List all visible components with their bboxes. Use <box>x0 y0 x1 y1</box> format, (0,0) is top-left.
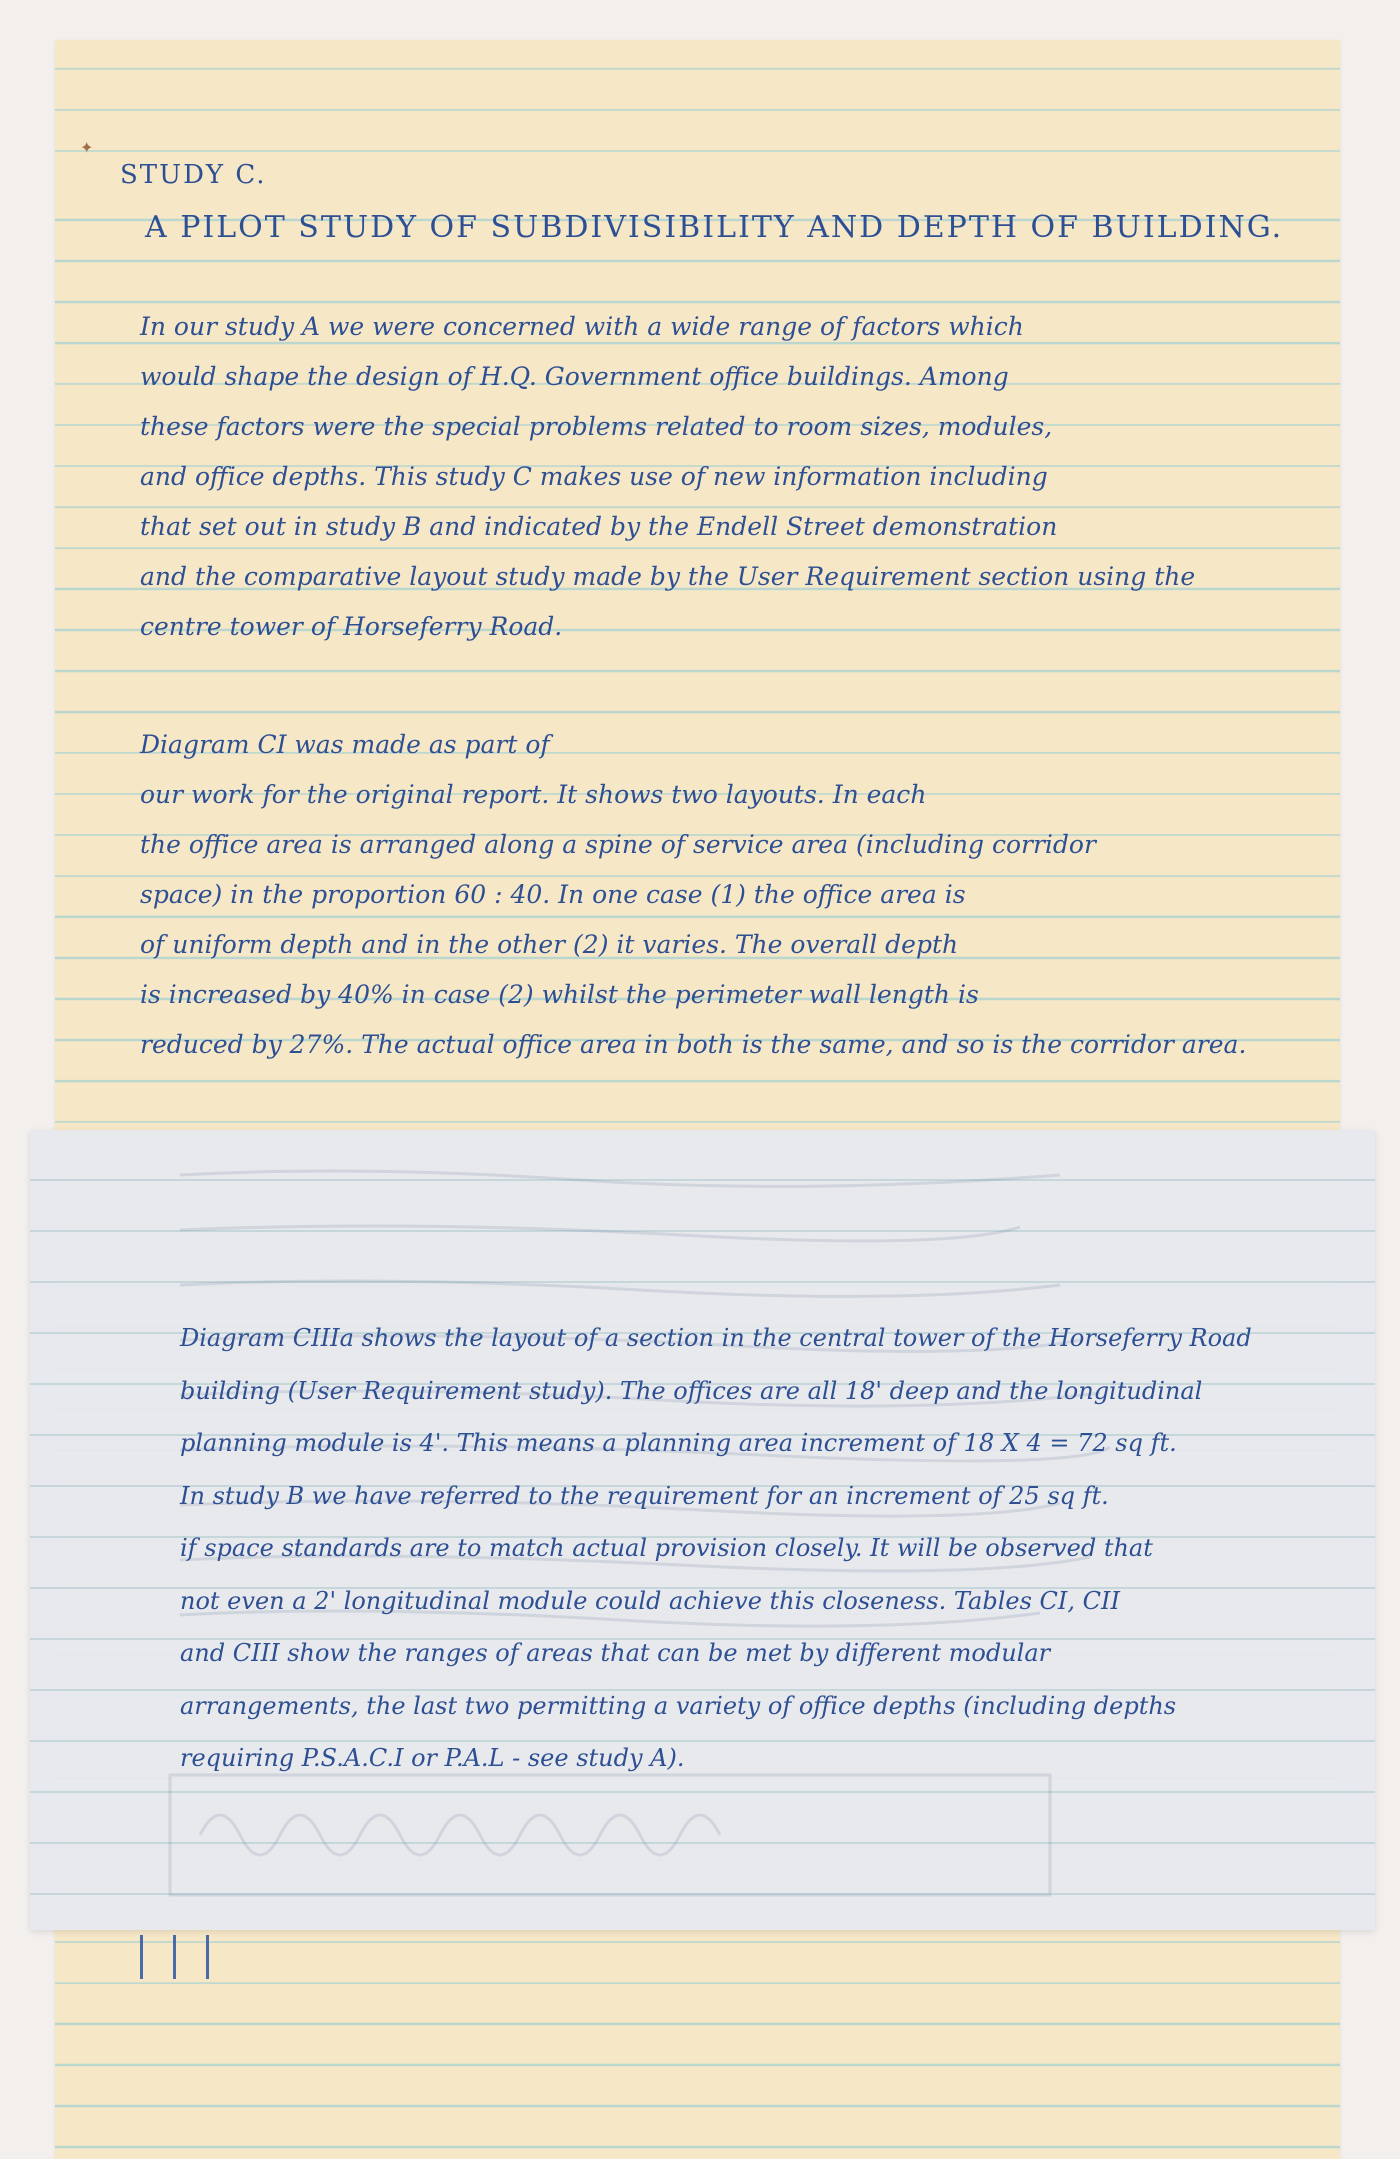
document-heading: A PILOT STUDY OF SUBDIVISIBILITY AND DEPTH OF BUILDING. <box>145 210 1284 245</box>
paragraph-line: is increased by 40% in case (2) whilst the perimeter wall length is <box>140 980 979 1009</box>
paragraph-3 <box>180 1312 1252 1785</box>
paragraph-line: centre tower of Horseferry Road. <box>140 612 563 641</box>
paragraph-line: arrangements, the last two permitting a variety of office depths (including depths <box>180 1691 1177 1720</box>
paragraph-line: building (User Requirement study). The offices are all 18' deep and the longitudinal <box>180 1376 1203 1405</box>
paragraph-line: Diagram CI was made as part of <box>140 730 550 759</box>
paragraph-line: that set out in study B and indicated by the Endell Street demonstration <box>140 512 1058 541</box>
paragraph-1 <box>140 302 1195 652</box>
paragraph-line: space) in the proportion 60 : 40. In one case (1) the office area is <box>140 880 966 909</box>
paragraph-2 <box>140 720 1246 1070</box>
paragraph-line: not even a 2' longitudinal module could achieve this closeness. Tables CI, CII <box>180 1586 1120 1615</box>
tick-mark <box>140 1935 143 1979</box>
margin-tick-marks <box>140 1935 239 1983</box>
paragraph-line: requiring P.S.A.C.I or P.A.L - see study A). <box>180 1744 685 1772</box>
pin-mark-icon: ✦ <box>80 138 94 157</box>
paragraph-line: if space standards are to match actual provision closely. It will be observed that <box>180 1534 1153 1562</box>
paragraph-line: our work for the original report. It shows two layouts. In each <box>140 780 927 809</box>
paragraph-line: and the comparative layout study made by the User Requirement section using the <box>140 562 1196 591</box>
study-label: STUDY C. <box>120 160 267 190</box>
tick-mark <box>206 1935 209 1979</box>
paragraph-line: of uniform depth and in the other (2) it varies. The overall depth <box>140 930 959 959</box>
paragraph-line: reduced by 27%. The actual office area in both is the same, and so is the corridor area. <box>140 1030 1247 1059</box>
paragraph-line: and CIII show the ranges of areas that can be met by different modular <box>180 1639 1051 1667</box>
paragraph-line: In study B we have referred to the requirement for an increment of 25 sq ft. <box>180 1481 1109 1510</box>
paragraph-line: these factors were the special problems related to room sizes, modules, <box>140 412 1053 441</box>
paragraph-line: planning module is 4'. This means a planning area increment of 18 X 4 = 72 sq ft. <box>180 1429 1177 1457</box>
paragraph-line: and office depths. This study C makes use of new information including <box>140 462 1048 491</box>
paragraph-line: would shape the design of H.Q. Government office buildings. Among <box>140 362 1009 391</box>
paragraph-line: Diagram CIIIa shows the layout of a section in the central tower of the Horseferry Road <box>180 1324 1252 1352</box>
paragraph-line: the office area is arranged along a spine of service area (including corridor <box>140 830 1096 859</box>
paragraph-line: In our study A we were concerned with a wide range of factors which <box>140 312 1024 341</box>
tick-mark <box>173 1935 176 1979</box>
